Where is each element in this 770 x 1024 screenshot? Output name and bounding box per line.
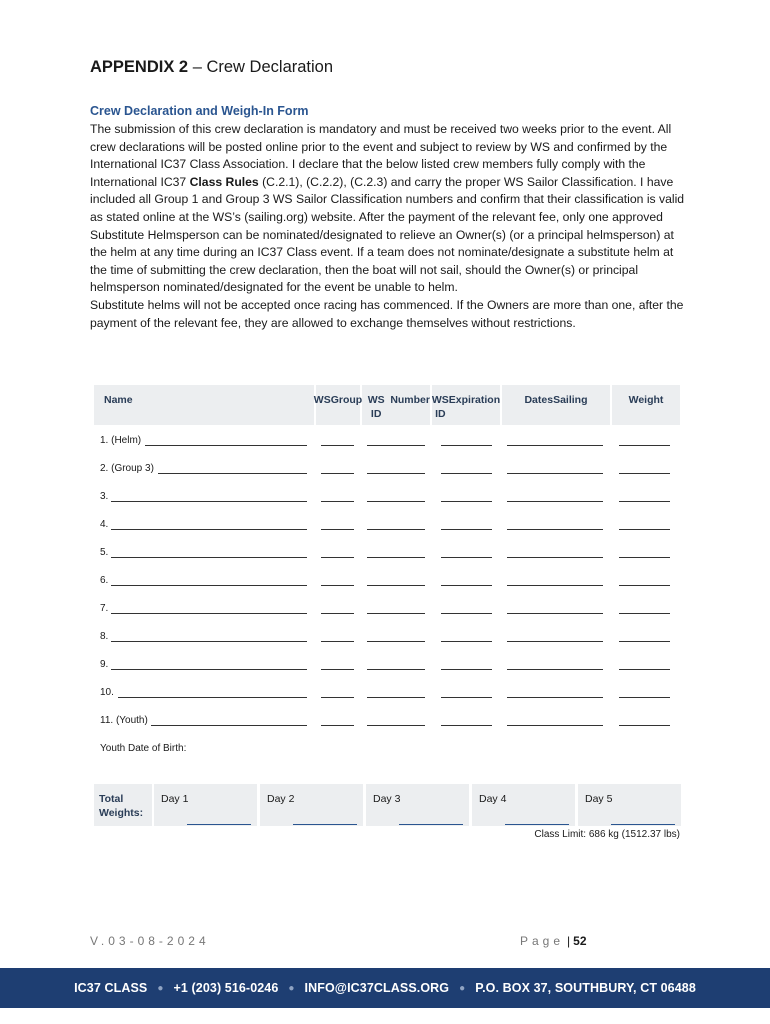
name-field[interactable] (111, 501, 307, 502)
bullet-icon: ● (459, 982, 466, 994)
totals-label: Total Weights: (99, 793, 144, 819)
page-number: Page | 52 (520, 934, 587, 948)
weight-field[interactable] (619, 557, 670, 558)
ws-group-field[interactable] (321, 669, 354, 670)
ws-id-number-field[interactable] (367, 445, 425, 446)
day-weight-field[interactable] (611, 824, 675, 825)
weight-field[interactable] (619, 529, 670, 530)
ws-id-expiration-field[interactable] (441, 613, 492, 614)
ws-id-number-field[interactable] (367, 473, 425, 474)
version: V.03-08-2024 (90, 934, 210, 948)
page-title: APPENDIX 2 – Crew Declaration (90, 58, 334, 76)
intro-text (90, 121, 690, 332)
ws-id-expiration-field[interactable] (441, 585, 492, 586)
day-cell (366, 784, 469, 826)
header-weight: Weight (612, 385, 680, 425)
ws-group-field[interactable] (321, 585, 354, 586)
weight-field[interactable] (619, 613, 670, 614)
dates-sailing-field[interactable] (507, 501, 603, 502)
youth-dob-label: Youth Date of Birth: (100, 743, 187, 754)
ws-id-expiration-field[interactable] (441, 669, 492, 670)
weight-field[interactable] (619, 697, 670, 698)
row-label: 7. (100, 603, 109, 614)
footer-bar (0, 968, 770, 1008)
ws-group-field[interactable] (321, 473, 354, 474)
row-label: 2. (Group 3) (100, 463, 154, 474)
header-ws-group: WS Group (316, 385, 360, 425)
ws-id-number-field[interactable] (367, 501, 425, 502)
footer-email[interactable]: INFO@IC37CLASS.ORG (304, 981, 450, 995)
weight-field[interactable] (619, 725, 670, 726)
ws-id-number-field[interactable] (367, 641, 425, 642)
ws-id-expiration-field[interactable] (441, 697, 492, 698)
name-field[interactable] (145, 445, 307, 446)
row-label: 5. (100, 547, 109, 558)
dates-sailing-field[interactable] (507, 473, 603, 474)
ws-id-number-field[interactable] (367, 585, 425, 586)
ws-id-expiration-field[interactable] (441, 473, 492, 474)
ws-id-expiration-field[interactable] (441, 725, 492, 726)
ws-group-field[interactable] (321, 501, 354, 502)
dates-sailing-field[interactable] (507, 557, 603, 558)
ws-group-field[interactable] (321, 557, 354, 558)
ws-id-expiration-field[interactable] (441, 557, 492, 558)
dates-sailing-field[interactable] (507, 529, 603, 530)
name-field[interactable] (111, 585, 307, 586)
dates-sailing-field[interactable] (507, 697, 603, 698)
ws-group-field[interactable] (321, 529, 354, 530)
name-field[interactable] (151, 725, 307, 726)
intro-paragraph-2: Substitute helms will not be accepted once racing has commenced. If the Owners are more than one, after the payment of the relevant fee, they are allowed to exchange themselves without restrictions. (90, 297, 684, 330)
day-weight-field[interactable] (187, 824, 251, 825)
ws-id-number-field[interactable] (367, 613, 425, 614)
ws-group-field[interactable] (321, 697, 354, 698)
ws-id-number-field[interactable] (367, 529, 425, 530)
weight-field[interactable] (619, 445, 670, 446)
weight-field[interactable] (619, 501, 670, 502)
dates-sailing-field[interactable] (507, 669, 603, 670)
header-name: Name (94, 385, 314, 425)
day-cell (578, 784, 681, 826)
ws-id-expiration-field[interactable] (441, 529, 492, 530)
weight-field[interactable] (619, 473, 670, 474)
day-weight-field[interactable] (293, 824, 357, 825)
ws-id-number-field[interactable] (367, 697, 425, 698)
ws-group-field[interactable] (321, 613, 354, 614)
dates-sailing-field[interactable] (507, 641, 603, 642)
dates-sailing-field[interactable] (507, 613, 603, 614)
ws-id-number-field[interactable] (367, 725, 425, 726)
row-label: 4. (100, 519, 109, 530)
bullet-icon: ● (157, 982, 164, 994)
intro-paragraph-1: The submission of this crew declaration is mandatory and must be received two weeks prior to the event. All crew declarations will be posted online prior to the event and subject to review by WS and confirmed by the International IC37 Class Association. I declare that the below listed crew members fully comply with the International IC37 Class Rules (C.2.1), (C.2.2), (C.2.3) and carry the proper WS Sailor Classification. I have included all Group 1 and Group 3 WS Sailor Classification numbers and confirm that their classification is valid as stated online at the WS’s (sailing.org) website. After the payment of the relevant fee, only one approved Substitute Helmsperson can be nominated/designated to relieve an Owner(s) (or a principal helmsperson) at the helm at any time during an IC37 Class event. If a team does not nominate/designate a substitute helm at the time of submitting the crew declaration, then the boat will not sail, should the Owner(s) or principal helmsperson nominated/designated for the event be unable to helm. (90, 122, 685, 295)
day-cell (154, 784, 257, 826)
ws-id-expiration-field[interactable] (441, 641, 492, 642)
name-field[interactable] (111, 613, 307, 614)
day-label: Day 3 (373, 793, 401, 805)
day-weight-field[interactable] (399, 824, 463, 825)
day-weight-field[interactable] (505, 824, 569, 825)
class-limit: Class Limit: 686 kg (1512.37 lbs) (534, 829, 680, 840)
dates-sailing-field[interactable] (507, 725, 603, 726)
day-cell (260, 784, 363, 826)
form-subtitle: Crew Declaration and Weigh-In Form (90, 104, 309, 118)
day-label: Day 4 (479, 793, 507, 805)
row-label: 8. (100, 631, 109, 642)
footer-address: P.O. BOX 37, SOUTHBURY, CT 06488 (475, 981, 696, 995)
day-label: Day 1 (161, 793, 189, 805)
footer-org: IC37 CLASS (74, 981, 148, 995)
name-field[interactable] (158, 473, 307, 474)
ws-id-number-field[interactable] (367, 669, 425, 670)
row-label: 1. (Helm) (100, 435, 142, 446)
row-label: 11. (Youth) (100, 715, 148, 726)
row-label: 3. (100, 491, 109, 502)
header-ws-id-number: WS ID Number (362, 385, 430, 425)
header-dates-sailing: Dates Sailing (502, 385, 610, 425)
name-field[interactable] (111, 529, 307, 530)
name-field[interactable] (111, 557, 307, 558)
day-label: Day 2 (267, 793, 295, 805)
row-label: 6. (100, 575, 109, 586)
weight-field[interactable] (619, 641, 670, 642)
weight-field[interactable] (619, 669, 670, 670)
ws-id-expiration-field[interactable] (441, 501, 492, 502)
row-label: 10. (100, 687, 114, 698)
ws-id-number-field[interactable] (367, 557, 425, 558)
ws-group-field[interactable] (321, 725, 354, 726)
ws-group-field[interactable] (321, 445, 354, 446)
name-field[interactable] (111, 669, 307, 670)
day-label: Day 5 (585, 793, 613, 805)
day-cell (472, 784, 575, 826)
header-ws-id-expiration: WS ID Expiration (432, 385, 500, 425)
dates-sailing-field[interactable] (507, 585, 603, 586)
name-field[interactable] (118, 697, 307, 698)
bullet-icon: ● (288, 982, 295, 994)
weight-field[interactable] (619, 585, 670, 586)
name-field[interactable] (111, 641, 307, 642)
ws-group-field[interactable] (321, 641, 354, 642)
row-label: 9. (100, 659, 109, 670)
footer-phone[interactable]: +1 (203) 516-0246 (173, 981, 279, 995)
dates-sailing-field[interactable] (507, 445, 603, 446)
ws-id-expiration-field[interactable] (441, 445, 492, 446)
